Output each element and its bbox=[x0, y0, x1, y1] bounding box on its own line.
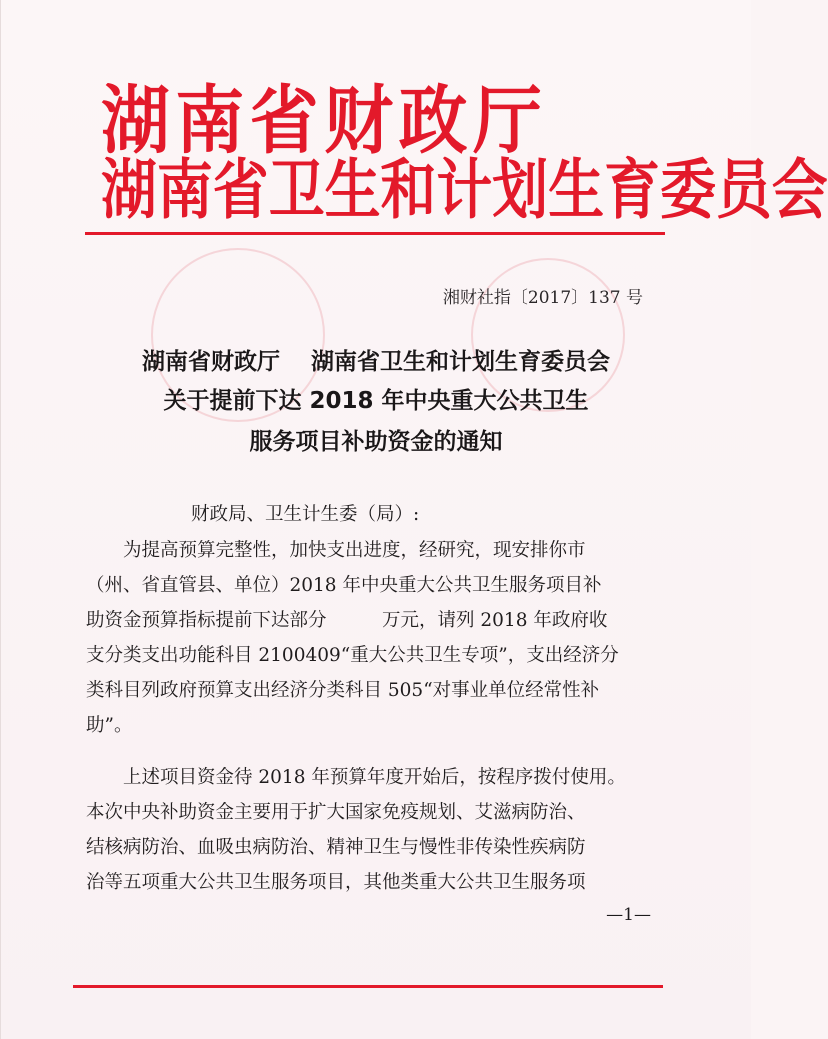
paragraph-2 bbox=[86, 760, 666, 900]
document-number: 湘财社指〔2017〕137 号 bbox=[442, 288, 643, 308]
document-title-line3: 服务项目补助资金的通知 bbox=[249, 429, 503, 455]
issuer-header-line2: 湖南省卫生和计划生育委员会 bbox=[101, 152, 828, 228]
paragraph-1-line: （州、省直管县、单位）2018 年中央重大公共卫生服务项目补 bbox=[86, 575, 602, 596]
red-divider-bottom bbox=[73, 985, 663, 988]
paragraph-1-line: 类科目列政府预算支出经济分类科目 505“对事业单位经常性补 bbox=[86, 680, 600, 701]
paragraph-1 bbox=[86, 533, 666, 743]
paragraph-1-line: 支分类支出功能科目 2100409“重大公共卫生专项”，支出经济分 bbox=[86, 645, 619, 666]
paragraph-1-line: 助资金预算指标提前下达部分 万元，请列 2018 年政府收 bbox=[86, 610, 608, 631]
paragraph-2-line: 结核病防治、血吸虫病防治、精神卫生与慢性非传染性疾病防 bbox=[86, 837, 586, 858]
paragraph-1-line: 为提高预算完整性，加快支出进度，经研究，现安排你市 bbox=[123, 540, 586, 561]
paragraph-2-line: 治等五项重大公共卫生服务项目，其他类重大公共卫生服务项 bbox=[86, 872, 586, 893]
issuer-header-line1: 湖南省财政厅 bbox=[101, 78, 548, 164]
paragraph-2-line: 本次中央补助资金主要用于扩大国家免疫规划、艾滋病防治、 bbox=[86, 802, 586, 823]
paragraph-1-line: 助”。 bbox=[86, 715, 133, 736]
paragraph-2-line: 上述项目资金待 2018 年预算年度开始后，按程序拨付使用。 bbox=[123, 767, 626, 788]
page-number: —1— bbox=[606, 905, 651, 925]
document-title-line1: 湖南省财政厅 湖南省卫生和计划生育委员会 bbox=[141, 349, 610, 375]
red-divider-top bbox=[85, 232, 665, 235]
addressee: 财政局、卫生计生委（局）: bbox=[191, 504, 420, 525]
document-title-line2: 关于提前下达 2018 年中央重大公共卫生 bbox=[163, 388, 589, 414]
